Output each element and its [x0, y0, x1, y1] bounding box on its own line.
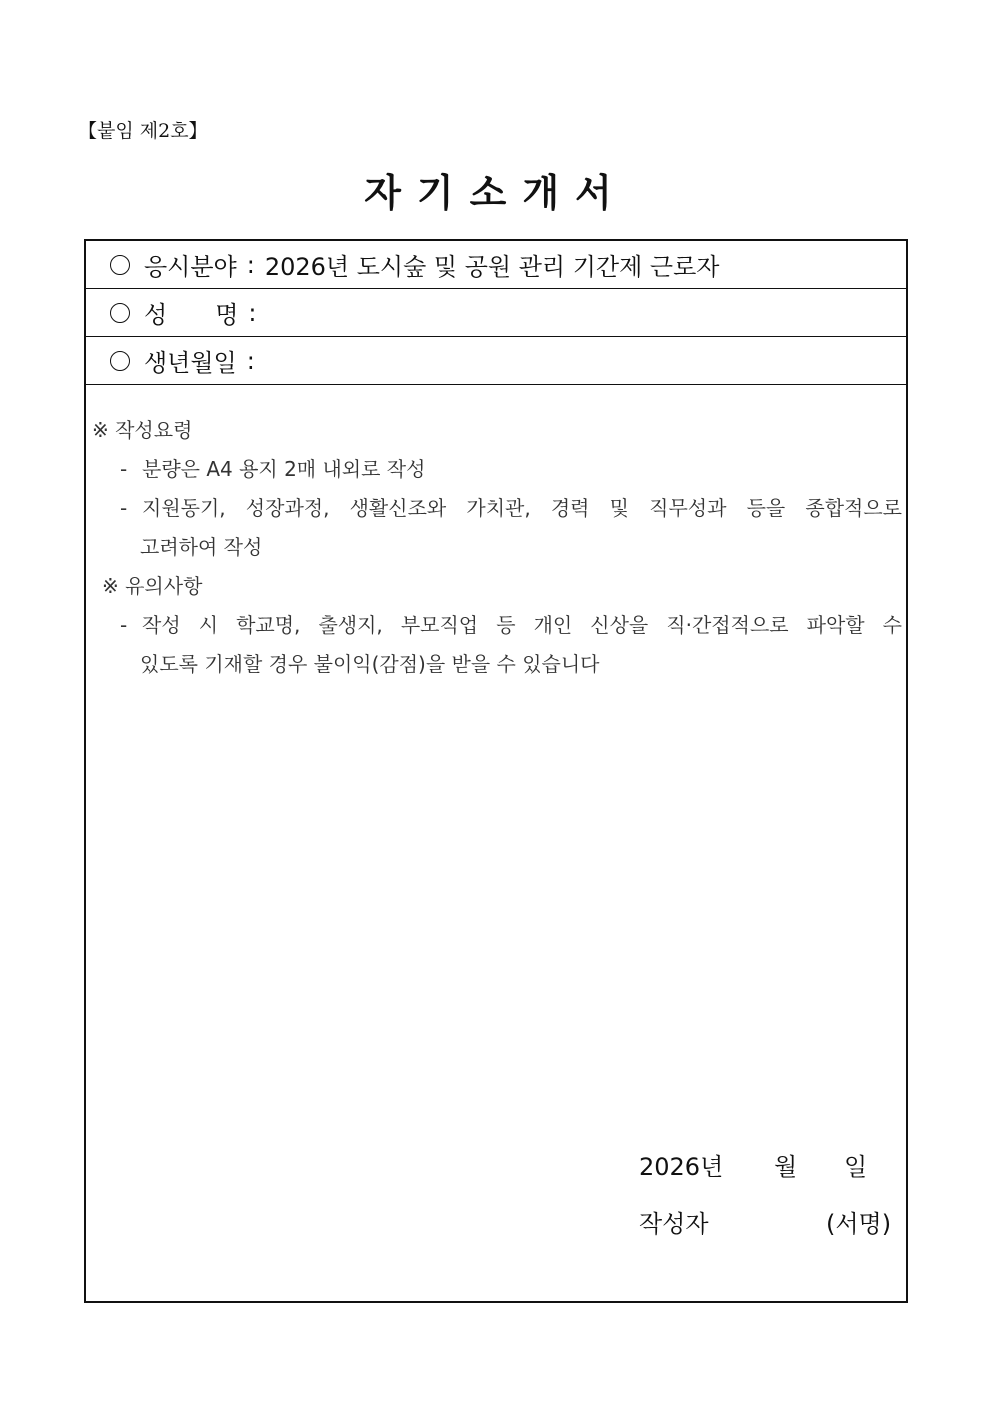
- writer-label: 작성자: [639, 1210, 709, 1238]
- colon: :: [246, 346, 255, 375]
- date-month: 월: [774, 1153, 798, 1181]
- form-frame: [84, 239, 908, 1303]
- field-label: 응시분야: [144, 253, 237, 281]
- writing-guide: [86, 411, 906, 684]
- birthdate-row: [86, 337, 906, 385]
- circle-bullet-icon: [110, 255, 130, 275]
- writing-guide-heading: ※ 작성요령: [92, 418, 193, 442]
- date-year: 2026년: [639, 1153, 724, 1181]
- list-item-continuation: 고려하여 작성: [140, 535, 263, 559]
- date-day: 일: [844, 1153, 868, 1181]
- name-label-first: 성: [144, 301, 168, 329]
- document-title: 자기소개서: [364, 171, 628, 215]
- colon: :: [246, 250, 255, 279]
- list-item: - 지원동기, 성장과정, 생활신조와 가치관, 경력 및 직무성과 등을 종합적으로: [120, 496, 902, 520]
- list-item: - 분량은 A4 용지 2매 내외로 작성: [120, 457, 426, 481]
- circle-bullet-icon: [110, 303, 130, 323]
- caution-heading: ※ 유의사항: [102, 574, 203, 598]
- attachment-label: 【붙임 제2호】: [78, 120, 208, 142]
- list-item-continuation: 있도록 기재할 경우 불이익(감점)을 받을 수 있습니다: [140, 652, 600, 676]
- field-value: 2026년 도시숲 및 공원 관리 기간제 근로자: [264, 253, 720, 281]
- circle-bullet-icon: [110, 351, 130, 371]
- name-row: [86, 289, 906, 337]
- field-row: [86, 241, 906, 289]
- birthdate-label: 생년월일: [144, 349, 237, 377]
- name-label-second: 명: [215, 301, 239, 329]
- colon: :: [248, 298, 257, 327]
- signature-label: (서명): [826, 1210, 892, 1238]
- list-item: - 작성 시 학교명, 출생지, 부모직업 등 개인 신상을 직·간접적으로 파악할 수: [120, 613, 902, 637]
